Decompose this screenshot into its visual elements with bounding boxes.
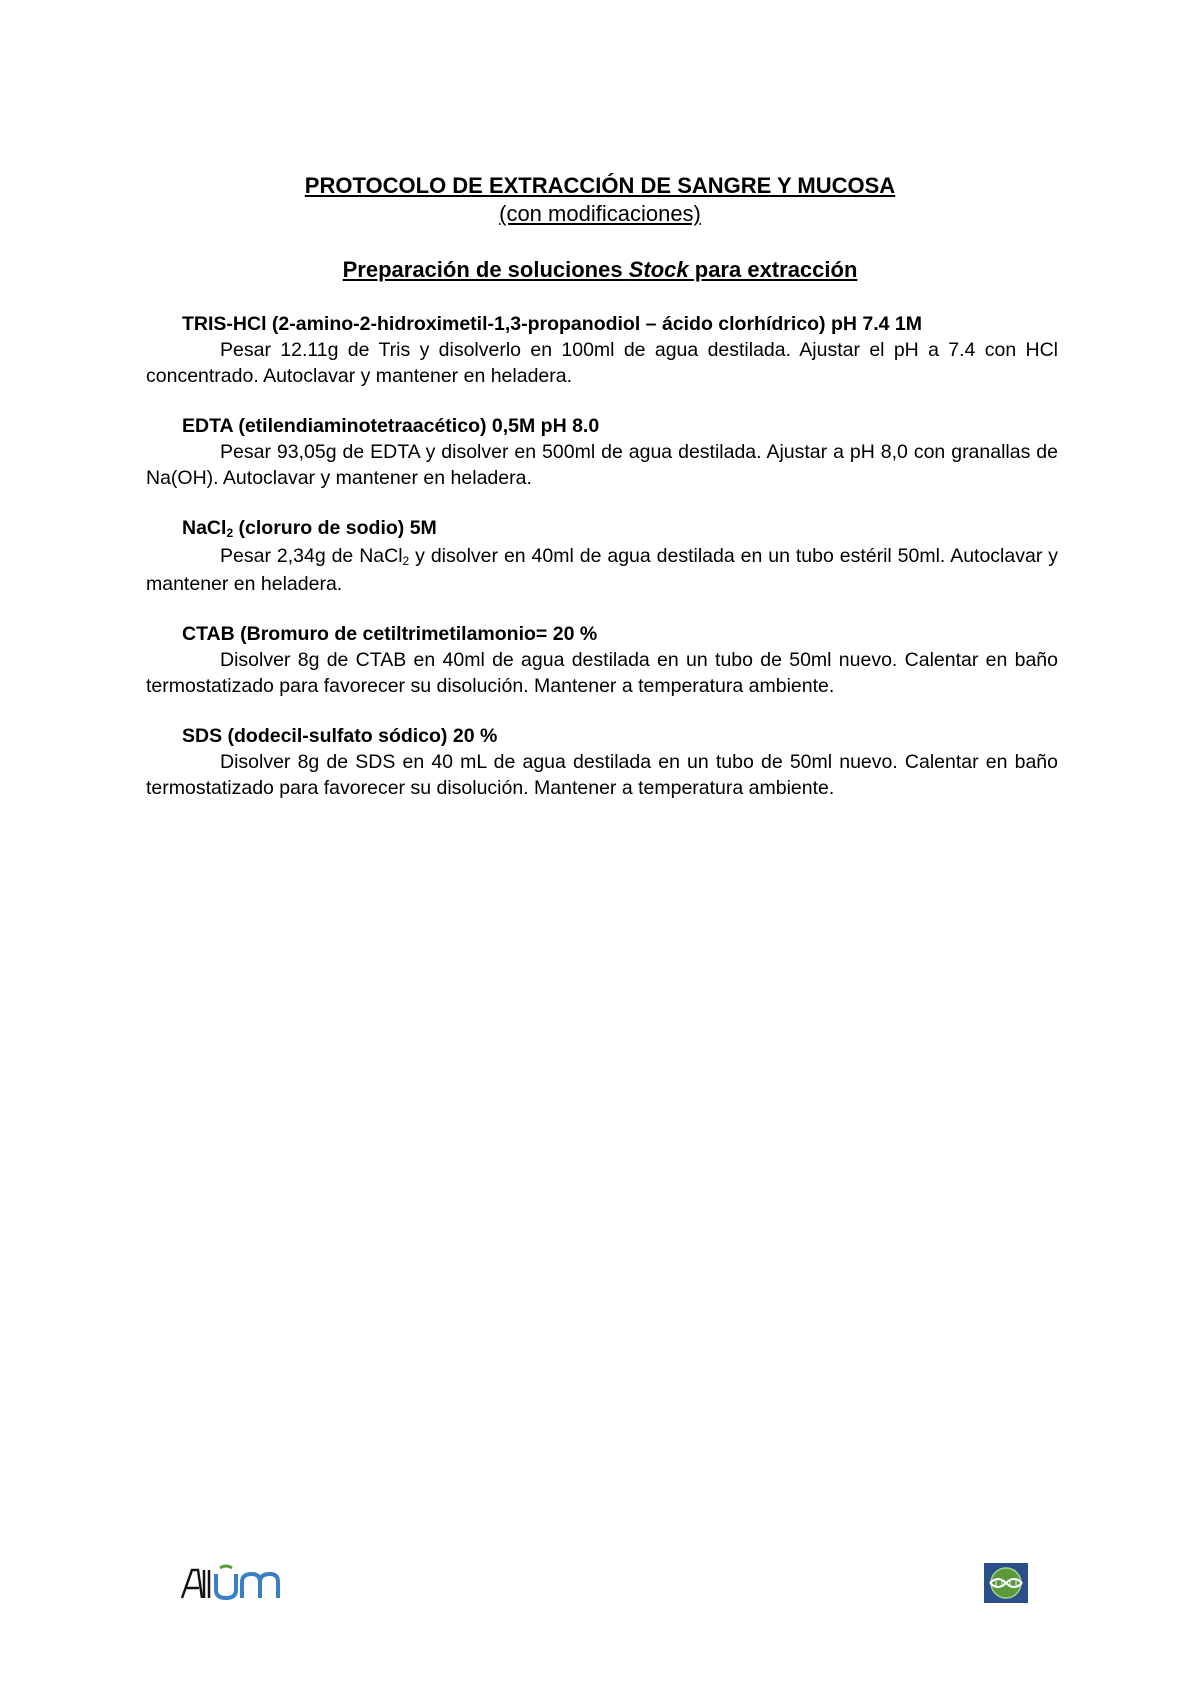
heading-suffix: para extracción bbox=[688, 257, 858, 282]
solution-body bbox=[146, 543, 1058, 597]
solution-body: Disolver 8g de SDS en 40 mL de agua destilada en un tubo de 50ml nuevo. Calentar en baño termostatizado para favorecer su disolución. Mantener a temperatura ambiente. bbox=[146, 751, 1058, 799]
solution-edta bbox=[146, 413, 1058, 491]
body-rest: y disolver en 40ml de agua destilada en un tubo estéril 50ml. Autoclavar y mantener en heladera. bbox=[146, 545, 1058, 595]
institution-logo-icon bbox=[180, 1564, 302, 1602]
solutions-list bbox=[146, 311, 1058, 825]
page-subtitle: (con modificaciones) bbox=[499, 201, 701, 226]
solution-title bbox=[146, 515, 1058, 543]
title-block bbox=[0, 172, 1200, 228]
heading-emphasis: Stock bbox=[628, 257, 689, 282]
dna-globe-logo-icon bbox=[984, 1563, 1028, 1603]
page-title: PROTOCOLO DE EXTRACCIÓN DE SANGRE Y MUCOSA bbox=[304, 173, 896, 198]
solution-nacl bbox=[146, 515, 1058, 597]
solution-body: Pesar 93,05g de EDTA y disolver en 500ml de agua destilada. Ajustar a pH 8,0 con granallas de Na(OH). Autoclavar y mantener en heladera. bbox=[146, 441, 1058, 489]
solution-sds bbox=[146, 723, 1058, 801]
solution-tris bbox=[146, 311, 1058, 389]
title-formula: NaCl bbox=[182, 517, 227, 539]
body-start: Pesar 2,34g de NaCl bbox=[220, 545, 403, 567]
solution-ctab bbox=[146, 621, 1058, 699]
body-subscript: 2 bbox=[402, 554, 410, 568]
solution-title: CTAB (Bromuro de cetiltrimetilamonio= 20 % bbox=[182, 623, 598, 645]
heading-prefix: Preparación de soluciones bbox=[342, 257, 629, 282]
solution-title: SDS (dodecil-sulfato sódico) 20 % bbox=[182, 725, 498, 747]
title-subscript: 2 bbox=[226, 526, 234, 540]
solution-title: EDTA (etilendiaminotetraacético) 0,5M pH 8.0 bbox=[182, 415, 600, 437]
solution-body: Disolver 8g de CTAB en 40ml de agua destilada en un tubo de 50ml nuevo. Calentar en baño termostatizado para favorecer su disolución. Mantener a temperatura ambiente. bbox=[146, 649, 1058, 697]
title-rest: (cloruro de sodio) 5M bbox=[233, 517, 437, 539]
solution-body: Pesar 12.11g de Tris y disolverlo en 100ml de agua destilada. Ajustar el pH a 7.4 con HCl concentrado. Autoclavar y mantener en heladera. bbox=[146, 339, 1058, 387]
solution-title: TRIS-HCl (2-amino-2-hidroximetil-1,3-propanodiol – ácido clorhídrico) pH 7.4 1M bbox=[182, 313, 922, 335]
section-heading bbox=[0, 256, 1200, 284]
